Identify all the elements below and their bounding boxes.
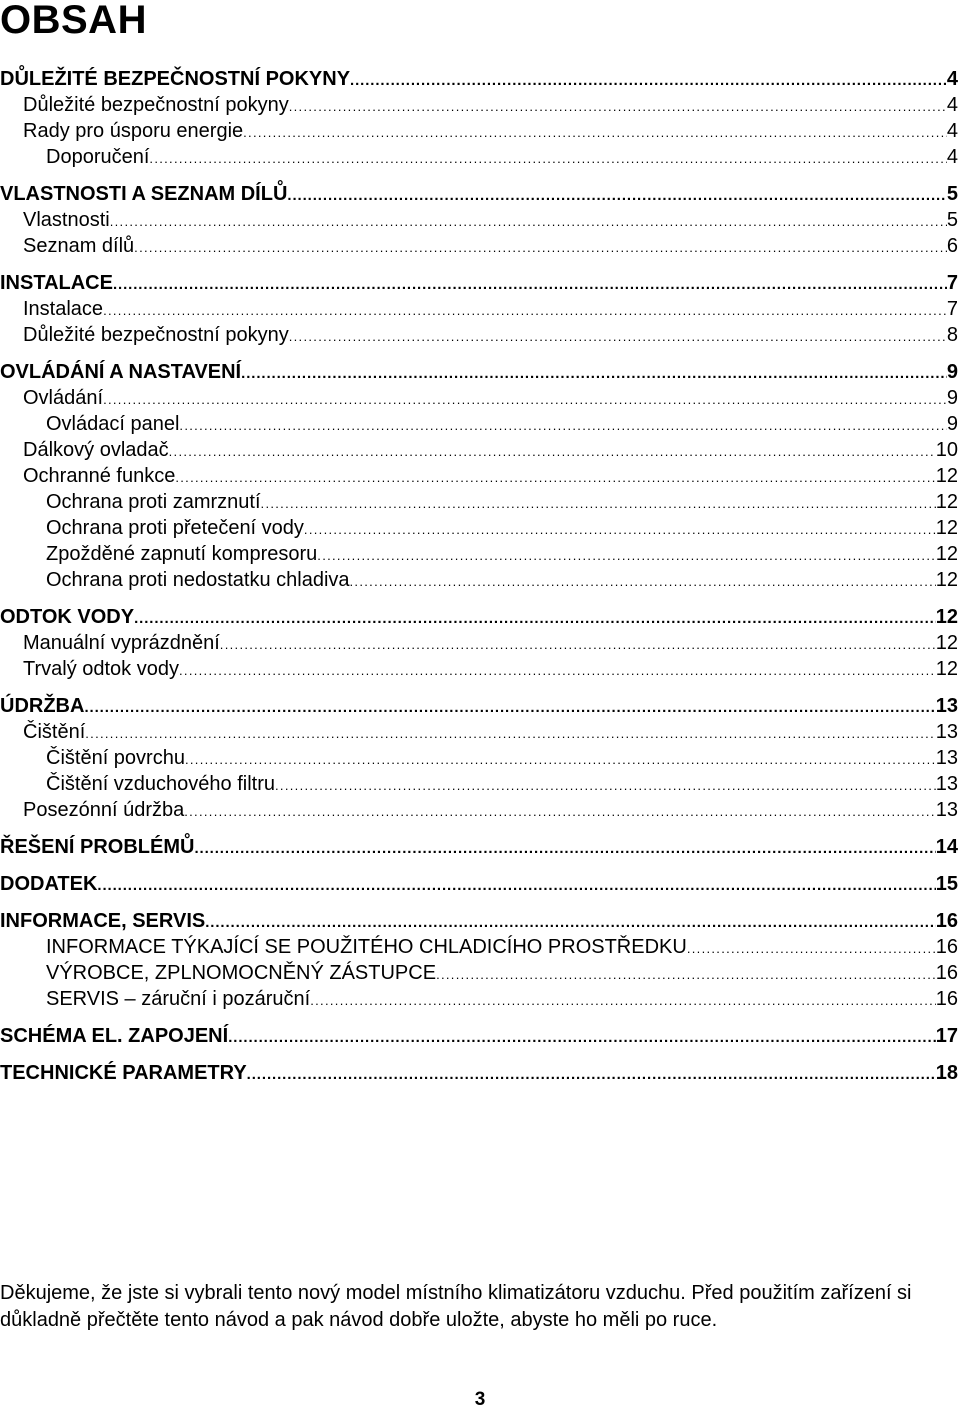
toc-page-number: 13: [935, 799, 958, 821]
toc-dot-leader: [134, 604, 936, 632]
toc-dot-leader: [194, 834, 935, 862]
toc-entry-title: Vlastnosti: [23, 209, 110, 231]
toc-entry[interactable]: [0, 322, 958, 348]
toc-dot-leader: [304, 515, 936, 543]
toc-page-number: 9: [946, 413, 958, 435]
toc-section-entry[interactable]: [0, 270, 958, 296]
page-title: OBSAH: [0, 0, 147, 42]
toc-page-number: 12: [935, 658, 958, 680]
toc-entry-title: Ochrana proti zamrznutí: [46, 491, 261, 513]
toc-page-number: 7: [946, 298, 958, 320]
toc-entry-title: OVLÁDÁNÍ A NASTAVENÍ: [0, 361, 242, 383]
toc-dot-leader: [85, 719, 936, 747]
toc-entry[interactable]: [0, 296, 958, 322]
toc-entry-title: Seznam dílů: [23, 235, 135, 257]
toc-entry[interactable]: [0, 656, 958, 682]
toc-dot-leader: [110, 207, 947, 235]
toc-entry-title: ODTOK VODY: [0, 606, 135, 628]
toc-entry-title: Instalace: [23, 298, 104, 320]
toc-page-number: 4: [946, 120, 958, 142]
toc-entry[interactable]: [0, 207, 958, 233]
toc-entry[interactable]: [0, 489, 958, 515]
toc-page-number: 9: [946, 387, 958, 409]
toc-dot-leader: [184, 797, 936, 825]
toc-page-number: 12: [935, 606, 958, 628]
toc-entry-title: Manuální vyprázdnění: [23, 632, 220, 654]
toc-dot-leader: [134, 233, 947, 261]
toc-entry-title: ÚDRŽBA: [0, 695, 85, 717]
toc-entry-title: Čištění vzduchového filtru: [46, 773, 276, 795]
toc-page-number: 14: [935, 836, 958, 858]
toc-entry-title: Ochrana proti přetečení vody: [46, 517, 304, 539]
toc-entry-title: Důležité bezpečnostní pokyny: [23, 324, 289, 346]
toc-entry-title: DODATEK: [0, 873, 98, 895]
toc-entry-title: Ovládací panel: [46, 413, 180, 435]
toc-dot-leader: [205, 908, 936, 936]
toc-entry-title: Čištění: [23, 721, 86, 743]
toc-entry[interactable]: [0, 719, 958, 745]
toc-entry-title: ŘEŠENÍ PROBLÉMŮ: [0, 836, 195, 858]
toc-entry[interactable]: [0, 144, 958, 170]
toc-page-number: 5: [946, 183, 958, 205]
toc-entry[interactable]: [0, 934, 958, 960]
toc-page-number: 12: [935, 632, 958, 654]
toc-entry-title: Čištění povrchu: [46, 747, 185, 769]
toc-dot-leader: [243, 118, 947, 146]
toc-page-number: 12: [935, 491, 958, 513]
toc-page-number: 12: [935, 517, 958, 539]
toc-dot-leader: [169, 437, 936, 465]
toc-page-number: 7: [946, 272, 958, 294]
toc-entry[interactable]: [0, 92, 958, 118]
toc-page-number: 4: [946, 94, 958, 116]
toc-dot-leader: [289, 322, 947, 350]
toc-entry[interactable]: [0, 567, 958, 593]
toc-dot-leader: [220, 630, 936, 658]
toc-dot-leader: [103, 385, 947, 413]
toc-entry-title: Ochrana proti nedostatku chladiva: [46, 569, 350, 591]
toc-entry-title: INFORMACE TÝKAJÍCÍ SE POUŽITÉHO CHLADICÍHO PROSTŘEDKU: [46, 936, 687, 958]
toc-entry[interactable]: [0, 515, 958, 541]
toc-entry-title: Doporučení: [46, 146, 150, 168]
toc-entry[interactable]: [0, 411, 958, 437]
toc-entry[interactable]: [0, 960, 958, 986]
toc-entry-title: VÝROBCE, ZPLNOMOCNĚNÝ ZÁSTUPCE: [46, 962, 437, 984]
toc-dot-leader: [247, 1060, 936, 1088]
toc-entry[interactable]: [0, 771, 958, 797]
toc-dot-leader: [179, 656, 936, 684]
toc-page-number: 12: [935, 569, 958, 591]
toc-section-entry[interactable]: [0, 181, 958, 207]
toc-section-entry[interactable]: [0, 1060, 958, 1086]
toc-entry[interactable]: [0, 541, 958, 567]
toc-entry-title: Ovládání: [23, 387, 104, 409]
toc-page-number: 8: [946, 324, 958, 346]
toc-dot-leader: [275, 771, 936, 799]
toc-dot-leader: [149, 144, 946, 172]
toc-dot-leader: [687, 934, 936, 962]
toc-page-number: 10: [935, 439, 958, 461]
toc-page-number: 6: [946, 235, 958, 257]
toc-dot-leader: [241, 359, 947, 387]
toc-entry[interactable]: [0, 986, 958, 1012]
toc-entry-title: SERVIS – záruční i pozáruční: [46, 988, 311, 1010]
toc-entry[interactable]: [0, 797, 958, 823]
toc-page-number: 16: [935, 910, 958, 932]
toc-entry[interactable]: [0, 385, 958, 411]
toc-dot-leader: [350, 66, 947, 94]
toc-dot-leader: [185, 745, 936, 773]
toc-dot-leader: [317, 541, 935, 569]
toc-entry-title: Trvalý odtok vody: [23, 658, 179, 680]
toc-dot-leader: [436, 960, 936, 988]
table-of-contents: [0, 66, 958, 1086]
toc-section-entry[interactable]: [0, 66, 958, 92]
toc-page-number: 16: [935, 962, 958, 984]
toc-entry-title: INSTALACE: [0, 272, 113, 294]
toc-section-entry[interactable]: [0, 604, 958, 630]
toc-page-number: 5: [946, 209, 958, 231]
toc-entry-title: VLASTNOSTI A SEZNAM DÍLŮ: [0, 183, 288, 205]
toc-entry-title: SCHÉMA EL. ZAPOJENÍ: [0, 1025, 229, 1047]
toc-page-number: 13: [935, 747, 958, 769]
toc-dot-leader: [261, 489, 936, 517]
toc-page-number: 9: [946, 361, 958, 383]
toc-entry[interactable]: [0, 437, 958, 463]
toc-page-number: 13: [935, 695, 958, 717]
toc-entry-title: Ochranné funkce: [23, 465, 176, 487]
toc-section-entry[interactable]: [0, 1023, 958, 1049]
toc-page-number: 15: [935, 873, 958, 895]
toc-page-number: 4: [946, 146, 958, 168]
toc-entry[interactable]: [0, 233, 958, 259]
toc-dot-leader: [228, 1023, 936, 1051]
toc-entry[interactable]: [0, 630, 958, 656]
toc-section-entry[interactable]: [0, 693, 958, 719]
toc-entry[interactable]: [0, 463, 958, 489]
toc-page-number: 17: [935, 1025, 958, 1047]
toc-page-number: 16: [935, 936, 958, 958]
toc-dot-leader: [84, 693, 935, 721]
toc-dot-leader: [175, 463, 935, 491]
toc-page-number: 13: [935, 721, 958, 743]
toc-page-number: 13: [935, 773, 958, 795]
toc-dot-leader: [179, 411, 946, 439]
toc-dot-leader: [97, 871, 935, 899]
toc-section-entry[interactable]: [0, 359, 958, 385]
toc-entry-title: Důležité bezpečnostní pokyny: [23, 94, 289, 116]
toc-entry-title: INFORMACE, SERVIS: [0, 910, 206, 932]
toc-entry-title: Zpožděné zapnutí kompresoru: [46, 543, 318, 565]
thanks-paragraph: Děkujeme, že jste si vybrali tento nový model místního klimatizátoru vzduchu. Před použitím zařízení si důkladně přečtěte tento návod a pak návod dobře uložte, abyste ho měli po ruce.: [0, 1282, 912, 1331]
toc-entry-title: Dálkový ovladač: [23, 439, 169, 461]
toc-page-number: 12: [935, 543, 958, 565]
toc-dot-leader: [113, 270, 947, 298]
toc-page-number: 4: [946, 68, 958, 90]
toc-section-entry[interactable]: [0, 908, 958, 934]
toc-dot-leader: [289, 92, 947, 120]
toc-dot-leader: [350, 567, 936, 595]
toc-dot-leader: [310, 986, 936, 1014]
toc-page-number: 16: [935, 988, 958, 1010]
page-number: 3: [474, 1389, 486, 1410]
toc-section-entry[interactable]: [0, 871, 958, 897]
toc-page-number: 18: [935, 1062, 958, 1084]
toc-entry[interactable]: [0, 118, 958, 144]
toc-dot-leader: [287, 181, 946, 209]
toc-entry-title: TECHNICKÉ PARAMETRY: [0, 1062, 247, 1084]
toc-entry-title: Posezónní údržba: [23, 799, 185, 821]
toc-dot-leader: [103, 296, 947, 324]
toc-entry-title: Rady pro úsporu energie: [23, 120, 244, 142]
toc-section-entry[interactable]: [0, 834, 958, 860]
toc-entry-title: DŮLEŽITÉ BEZPEČNOSTNÍ POKYNY: [0, 68, 351, 90]
toc-entry[interactable]: [0, 745, 958, 771]
toc-page-number: 12: [935, 465, 958, 487]
